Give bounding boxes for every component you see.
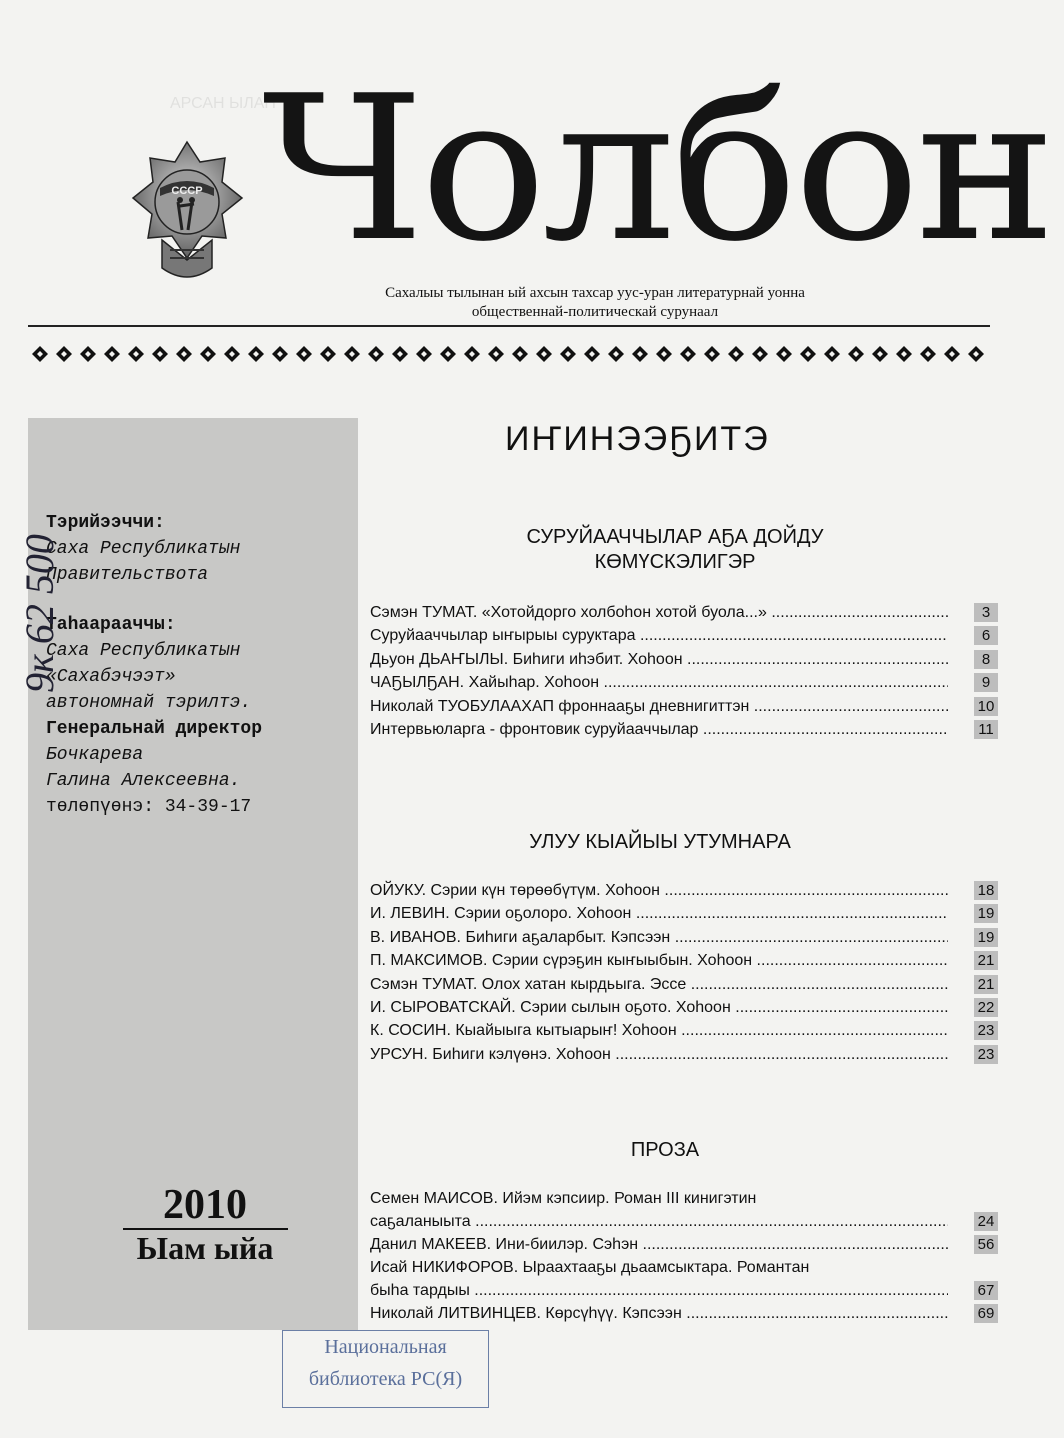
- section-heading-2: УЛУУ КЫАЙЫЫ УТУМНАРА: [529, 831, 791, 853]
- section-heading-line: КӨМҮСКЭЛИГЭР: [594, 551, 756, 573]
- ornament-diamond: [464, 346, 480, 362]
- toc-entry[interactable]: [370, 648, 1000, 671]
- toc-entry-text: Николай ТУОБУЛААХАП фроннааҕы дневнигиттэн .....: [370, 695, 948, 718]
- subtitle-line: Сахалыы тылынан ый ахсын тахсар уус-уран литературнай уонна: [385, 285, 805, 301]
- ornament-diamond: [632, 346, 648, 362]
- founder-block: [46, 510, 240, 588]
- toc-page-number: 67: [974, 1281, 998, 1300]
- ornament-diamond: [656, 346, 672, 362]
- toc-entry[interactable]: [370, 695, 1000, 718]
- ornament-diamond: [128, 346, 144, 362]
- subtitle-line: общественнай-политическай сурунаал: [471, 304, 719, 320]
- founder-line: Саха Республикатын: [46, 539, 241, 559]
- ornament-diamond: [440, 346, 456, 362]
- director-line: Галина Алексеевна.: [46, 771, 241, 791]
- ornament-diamond: [704, 346, 720, 362]
- ornament-diamond: [248, 346, 264, 362]
- toc-entry-text: Суруйааччылар ыҥырыы суруктара .....: [370, 624, 948, 647]
- toc-page-number: 56: [974, 1235, 998, 1254]
- toc-entry-text: В. ИВАНОВ. Биһиги аҕаларбыт. Кэпсээн .....: [370, 926, 948, 949]
- stamp-line: Национальная: [324, 1336, 447, 1358]
- toc-entry[interactable]: [370, 1187, 1000, 1233]
- toc-entry-text: Исай НИКИФОРОВ. Ыраахтааҕы дьаамсыктара. Романтан: [370, 1259, 810, 1277]
- ornament-diamond: [872, 346, 888, 362]
- ornament-diamond: [104, 346, 120, 362]
- toc-entry[interactable]: [370, 601, 1000, 624]
- toc-entry-text: И. ЛЕВИН. Сэрии оҕолоро. Хоһоон .....: [370, 902, 948, 925]
- ornament-diamond: [272, 346, 288, 362]
- ornament-diamond: [416, 346, 432, 362]
- diamond-ornament-band: [28, 340, 990, 368]
- section-heading-line: СУРУЙААЧЧЫЛАР АҔА ДОЙДУ: [526, 526, 824, 548]
- toc-entry[interactable]: [370, 624, 1000, 647]
- toc-entry-text: Интервьюларга - фронтовик суруйааччылар .....: [370, 718, 948, 741]
- ornament-diamond: [944, 346, 960, 362]
- ornament-diamond: [32, 346, 48, 362]
- toc-entry-text: ОЙУКУ. Сэрии күн төрөөбүтүм. Хоһоон .....: [370, 879, 948, 902]
- toc-entry[interactable]: [370, 949, 1000, 972]
- publisher-line: Саха Республикатын: [46, 641, 241, 661]
- ornament-diamond: [200, 346, 216, 362]
- toc-page-number: 3: [974, 603, 998, 622]
- badge-text: СССР: [171, 185, 203, 197]
- toc-entry[interactable]: [370, 996, 1000, 1019]
- founder-label: Тэрийээччи:: [46, 513, 165, 533]
- ornament-diamond: [896, 346, 912, 362]
- toc-page-number: 24: [974, 1212, 998, 1231]
- toc-entry[interactable]: [370, 1233, 1000, 1256]
- director-label: Генеральнай директор: [46, 719, 263, 739]
- handwritten-shelf-number: 9к 62 500: [16, 534, 62, 693]
- toc-page-number: 8: [974, 650, 998, 669]
- ornament-diamond: [560, 346, 576, 362]
- toc-page-number: 21: [974, 951, 998, 970]
- publisher-line: «Сахабэчээт»: [46, 667, 176, 687]
- phone-number: төлөпүөнэ: 34-39-17: [46, 797, 252, 817]
- ornament-diamond: [728, 346, 744, 362]
- toc-entry-text: Сэмэн ТУМАТ. Олох хатан кырдьыга. Эссе .....: [370, 973, 948, 996]
- director-line: Бочкарева: [46, 745, 144, 765]
- ornament-diamond: [584, 346, 600, 362]
- ornament-diamond: [824, 346, 840, 362]
- toc-entry-text-cont: быһа тардыы .....: [370, 1279, 948, 1302]
- ornament-diamond: [152, 346, 168, 362]
- library-stamp: [282, 1330, 489, 1408]
- toc-entry-text: ЧАҔЫЛҔАН. Хайыһар. Хоһоон .....: [370, 671, 948, 694]
- magazine-title: Чолбон: [262, 53, 1052, 286]
- ornament-diamond: [56, 346, 72, 362]
- ornament-diamond: [368, 346, 384, 362]
- toc-page-number: 69: [974, 1304, 998, 1323]
- publisher-line: автономнай тэрилтэ.: [46, 693, 252, 713]
- ornament-diamond: [680, 346, 696, 362]
- toc-entry[interactable]: [370, 926, 1000, 949]
- issue-date: [115, 1182, 295, 1266]
- header-divider: [28, 325, 990, 327]
- ornament-diamond: [344, 346, 360, 362]
- toc-list-3: [370, 1187, 1000, 1326]
- toc-entry[interactable]: [370, 879, 1000, 902]
- toc-entry-text: П. МАКСИМОВ. Сэрии сүрэҕин кыҥыыбын. Хоһоон .....: [370, 949, 948, 972]
- ornament-diamond: [800, 346, 816, 362]
- toc-page-number: 11: [974, 720, 998, 739]
- toc-page-number: 18: [974, 881, 998, 900]
- toc-entry[interactable]: [370, 1302, 1000, 1325]
- ornament-diamond: [392, 346, 408, 362]
- toc-entry-text: Дьуон ДЬАҤЫЛЫ. Биһиги иһэбит. Хоһоон .....: [370, 648, 948, 671]
- ornament-diamond: [296, 346, 312, 362]
- ornament-diamond: [488, 346, 504, 362]
- toc-entry-text: И. СЫРОВАТСКАЙ. Сэрии сылын оҕото. Хоһоон .....: [370, 996, 948, 1019]
- toc-page-number: 23: [974, 1021, 998, 1040]
- toc-page-number: 23: [974, 1045, 998, 1064]
- issue-year: 2010: [163, 1182, 247, 1228]
- toc-list-1: [370, 601, 1000, 741]
- publisher-block: [46, 612, 262, 820]
- toc-entry[interactable]: [370, 973, 1000, 996]
- ornament-diamond: [968, 346, 984, 362]
- toc-page-number: 6: [974, 626, 998, 645]
- toc-entry[interactable]: [370, 1256, 1000, 1302]
- order-badge-icon: [130, 140, 245, 290]
- section-heading-3: ПРОЗА: [630, 1139, 700, 1161]
- toc-entry[interactable]: [370, 718, 1000, 741]
- ornament-diamond: [176, 346, 192, 362]
- toc-entry-text: УРСУН. Биһиги кэлүөнэ. Хоһоон .....: [370, 1043, 948, 1066]
- toc-page-number: 21: [974, 975, 998, 994]
- magazine-subtitle: [300, 284, 890, 322]
- toc-page-number: 19: [974, 904, 998, 923]
- toc-entry-text: К. СОСИН. Кыайыыга кытыарыҥ! Хоһоон .....: [370, 1019, 948, 1042]
- ornament-diamond: [752, 346, 768, 362]
- contents-heading: ИҤИНЭЭҔИТЭ: [505, 420, 770, 458]
- ornament-diamond: [776, 346, 792, 362]
- toc-page-number: 10: [974, 697, 998, 716]
- ornament-diamond: [224, 346, 240, 362]
- toc-page-number: 9: [974, 673, 998, 692]
- bleed-through-text: АРСАН ЫЛАН: [170, 95, 276, 112]
- stamp-line: библиотека РС(Я): [308, 1368, 463, 1390]
- issue-month: Ыам ыйа: [136, 1230, 274, 1266]
- toc-list-2: [370, 879, 1000, 1066]
- toc-page-number: 19: [974, 928, 998, 947]
- toc-entry[interactable]: [370, 1019, 1000, 1042]
- ornament-diamond: [320, 346, 336, 362]
- toc-page-number: 22: [974, 998, 998, 1017]
- ornament-diamond: [848, 346, 864, 362]
- toc-entry-text: Николай ЛИТВИНЦЕВ. Көрсүһүү. Кэпсээн .....: [370, 1302, 948, 1325]
- ornament-diamond: [920, 346, 936, 362]
- ornament-diamond: [512, 346, 528, 362]
- founder-line: Правительствота: [46, 565, 209, 585]
- section-heading-1: [430, 525, 920, 575]
- toc-entry-text: Семен МАИСОВ. Ийэм кэпсиир. Роман III кинигэтин: [370, 1190, 757, 1207]
- publisher-label: Таһаарааччы:: [46, 615, 176, 635]
- toc-entry[interactable]: [370, 902, 1000, 925]
- toc-entry-text-cont: саҕаланыыта .....: [370, 1210, 948, 1233]
- toc-entry-text: Сэмэн ТУМАТ. «Хотойдорго холбоһон хотой буола...» .....: [370, 601, 948, 624]
- toc-entry[interactable]: [370, 671, 1000, 694]
- ornament-diamond: [608, 346, 624, 362]
- ornament-diamond: [536, 346, 552, 362]
- toc-entry-text: Данил МАКЕЕВ. Ини-биилэр. Сэһэн .....: [370, 1233, 948, 1256]
- ornament-diamond: [80, 346, 96, 362]
- toc-entry[interactable]: [370, 1043, 1000, 1066]
